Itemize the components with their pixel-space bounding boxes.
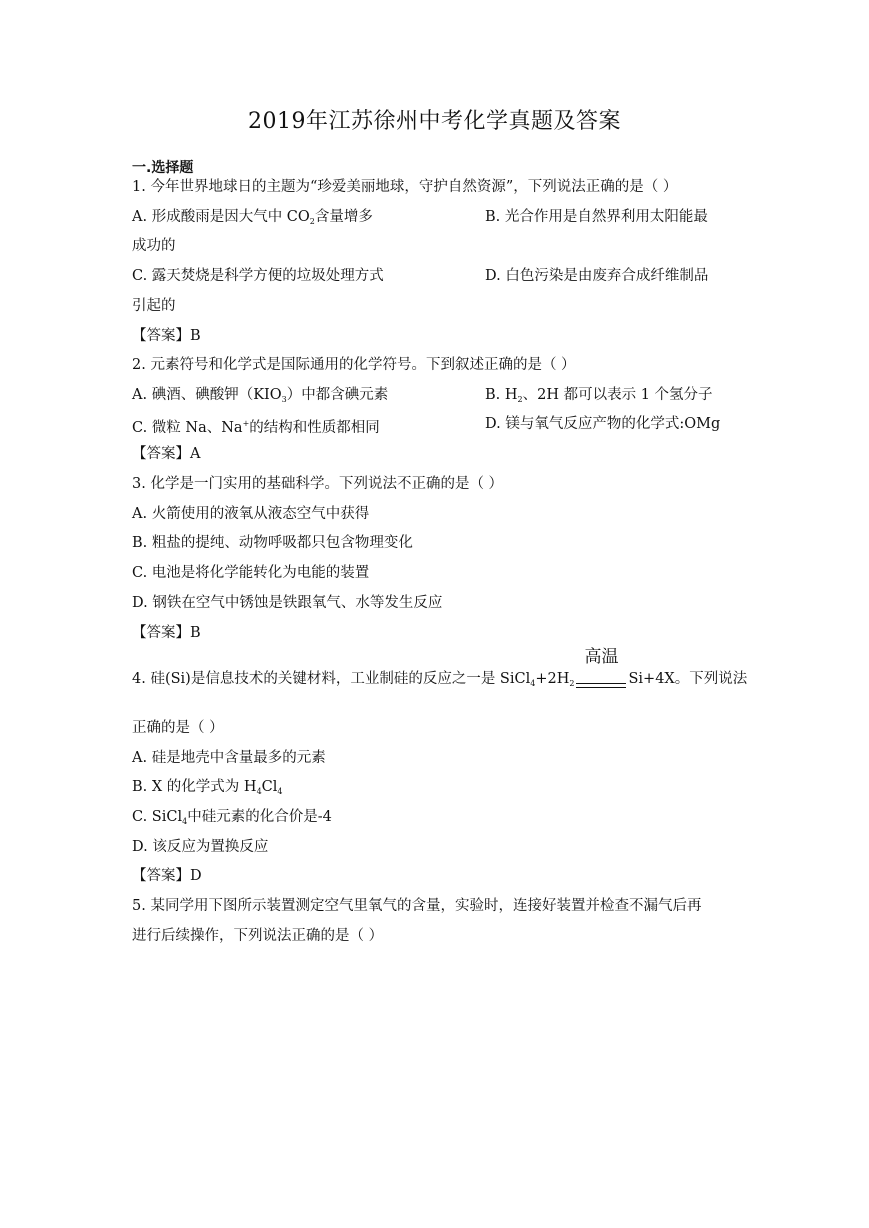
q1-option-d: D. 白色污染是由废弃合成纤维制品 [485,268,709,284]
q4-option-c: C. SiCl$_4$中硅元素的化合价是-4 [132,809,332,826]
q1-answer: 【答案】B [132,328,201,344]
q2-option-b: B. $H_2$、2H 都可以表示 1 个氢分子 [485,387,713,404]
q3-option-c: C. 电池是将化学能转化为电能的装置 [132,565,370,581]
document-title: 2019年江苏徐州中考化学真题及答案 [248,109,621,134]
q1-option-b: B. 光合作用是自然界利用太阳能最 [485,209,708,225]
q3-option-a: A. 火箭使用的液氧从液态空气中获得 [132,506,370,522]
section-heading: 一.选择题 [132,160,194,176]
q4-stem: 4. 硅(Si)是信息技术的关键材料，工业制硅的反应之一是 $SiCl_4+2H_2$ 高温 Si+4X。下列说法 [132,669,747,694]
q1-option-b-continued: 成功的 [132,238,176,254]
reaction-condition-arrow [574,647,628,694]
q1-option-d-continued: 引起的 [132,298,176,314]
q4-stem-continued: 正确的是（ ） [132,720,224,736]
q3-option-d: D. 钢铁在空气中锈蚀是铁跟氧气、水等发生反应 [132,595,443,611]
q1-option-c: C. 露天焚烧是科学方便的垃圾处理方式 [132,268,384,284]
q4-option-a: A. 硅是地壳中含量最多的元素 [132,750,326,766]
q2-answer: 【答案】A [132,446,201,462]
q3-stem: 3. 化学是一门实用的基础科学。下列说法不正确的是（ ） [132,476,504,492]
q2-option-c: C. 微粒 Na、Na+的结构和性质都相同 [132,419,380,436]
q1-stem: 1. 今年世界地球日的主题为“珍爱美丽地球，守护自然资源”，下列说法正确的是（ ） [132,179,678,195]
q4-option-d: D. 该反应为置换反应 [132,839,269,855]
q4-answer: 【答案】D [132,868,202,884]
q2-stem: 2. 元素符号和化学式是国际通用的化学符号。下到叙述正确的是（ ） [132,357,576,373]
q4-option-b: B. X 的化学式为 $H_4Cl_4$ [132,779,283,796]
reaction-condition-label: 高温 [584,647,619,667]
q2-option-d: D. 镁与氧气反应产物的化学式:OMg [485,416,721,432]
q3-answer: 【答案】B [132,625,201,641]
q5-stem: 5. 某同学用下图所示装置测定空气里氧气的含量，实验时，连接好装置并检查不漏气后再 [132,898,702,914]
q3-option-b: B. 粗盐的提纯、动物呼吸都只包含物理变化 [132,535,413,551]
q1-option-a: A. 形成酸雨是因大气中 $CO_2$含量增多 [132,209,373,226]
q2-option-a: A. 碘酒、碘酸钾$(KIO_3)$中都含碘元素 [132,387,389,404]
q5-stem-continued: 进行后续操作，下列说法正确的是（ ） [132,928,384,944]
